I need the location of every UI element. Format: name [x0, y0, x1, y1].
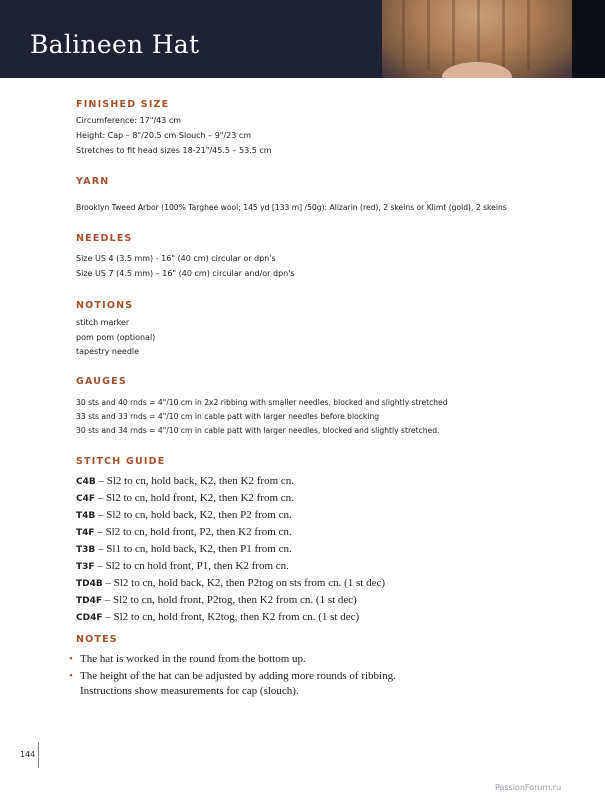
- stitch-abbr: TD4B: [76, 579, 103, 589]
- stitch-abbr: C4B: [76, 477, 96, 487]
- yarn-heading: YARN: [76, 176, 110, 187]
- stitch-guide-item: [76, 509, 292, 521]
- gauge-line: 30 sts and 40 rnds = 4"/10 cm in 2x2 ribbing with smaller needles, blocked and slightly stretched: [76, 398, 448, 407]
- cable-texture: [502, 0, 505, 70]
- page-edge: [572, 0, 605, 78]
- stitch-guide-item: [76, 611, 359, 623]
- notes-heading: NOTES: [76, 634, 118, 645]
- stitch-desc: – Sl2 to cn, hold back, K2, then P2tog on sts from cn. (1 st dec): [102, 577, 386, 589]
- gauge-line: 33 sts and 33 rnds = 4"/10 cm in cable patt with larger needles before blocking: [76, 412, 380, 421]
- stitch-abbr: T3B: [76, 545, 96, 555]
- stitch-abbr: T4B: [76, 511, 96, 521]
- stitch-desc: – Sl2 to cn, hold back, K2, then K2 from cn.: [95, 475, 295, 487]
- header-band: [0, 0, 605, 78]
- yarn-line: Brooklyn Tweed Arbor (100% Targhee wool; 145 yd [133 m] /50g): Alizarin (red), 2 skeins or Klimt (gold), 2 skeins: [76, 203, 507, 212]
- stitch-desc: – Sl2 to cn, hold front, K2, then K2 from cn.: [95, 492, 294, 504]
- notions-line: tapestry needle: [76, 347, 140, 356]
- cable-texture: [402, 0, 405, 70]
- stitch-abbr: T3F: [76, 562, 95, 572]
- needles-line: Size US 7 (4.5 mm) – 16" (40 cm) circular and/or dpn's: [76, 269, 295, 278]
- notions-heading: NOTIONS: [76, 300, 134, 311]
- finished-size-line: Stretches to fit head sizes 18-21"/45.5 – 53.5 cm: [76, 146, 272, 155]
- stitch-desc: – Sl2 to cn, hold front, P2tog, then K2 from cn. (1 st dec): [102, 594, 357, 606]
- bullet: •: [69, 653, 73, 665]
- finished-size-heading: FINISHED SIZE: [76, 99, 170, 110]
- stitch-desc: – Sl2 to cn, hold front, K2tog, then K2 from cn. (1 st dec): [102, 611, 360, 623]
- stitch-desc: – Sl2 to cn, hold front, P2, then K2 from cn.: [94, 526, 292, 538]
- cable-texture: [427, 0, 430, 70]
- note-item: [69, 653, 306, 665]
- stitch-abbr: C4F: [76, 494, 96, 504]
- note-text: The hat is worked in the round from the bottom up.: [80, 653, 306, 665]
- stitch-guide-item: [76, 560, 289, 572]
- stitch-guide-heading: STITCH GUIDE: [76, 456, 166, 467]
- stitch-abbr: T4F: [76, 528, 95, 538]
- note-item: [69, 670, 396, 682]
- stitch-guide-item: [76, 577, 385, 589]
- notions-line: pom pom (optional): [76, 333, 156, 342]
- needles-heading: NEEDLES: [76, 233, 133, 244]
- watermark: PassionForum.ru: [495, 783, 562, 792]
- stitch-abbr: CD4F: [76, 613, 103, 623]
- gauge-line: 30 sts and 34 rnds = 4"/10 cm in cable patt with larger needles, blocked and slightly stretched.: [76, 426, 440, 435]
- gauges-heading: GAUGES: [76, 376, 127, 387]
- stitch-guide-item: [76, 492, 294, 504]
- cable-texture: [477, 0, 480, 70]
- hat-photo: [382, 0, 572, 78]
- cable-texture: [452, 0, 455, 70]
- needles-line: Size US 4 (3.5 mm) - 16" (40 cm) circular or dpn's: [76, 254, 276, 263]
- finished-size-line: Circumference: 17"/43 cm: [76, 116, 182, 125]
- stitch-desc: – Sl1 to cn, hold back, K2, then P1 from cn.: [95, 543, 292, 555]
- finished-size-line: Height: Cap – 8"/20.5 cm Slouch – 9"/23 cm: [76, 131, 252, 140]
- note-continuation: Instructions show measurements for cap (slouch).: [80, 685, 299, 697]
- stitch-guide-item: [76, 526, 292, 538]
- page-number: 144: [20, 750, 36, 759]
- page-title: Balineen Hat: [30, 30, 200, 59]
- stitch-guide-item: [76, 543, 292, 555]
- bullet: •: [69, 670, 73, 682]
- cable-texture: [527, 0, 530, 70]
- stitch-desc: – Sl2 to cn, hold back, K2, then P2 from cn.: [95, 509, 292, 521]
- folio-divider: [38, 742, 39, 768]
- stitch-guide-item: [76, 475, 294, 487]
- stitch-guide-item: [76, 594, 357, 606]
- stitch-abbr: TD4F: [76, 596, 103, 606]
- stitch-desc: – Sl2 to cn hold front, P1, then K2 from cn.: [94, 560, 289, 572]
- notions-line: stitch marker: [76, 318, 130, 327]
- note-text: The height of the hat can be adjusted by adding more rounds of ribbing.: [80, 670, 396, 682]
